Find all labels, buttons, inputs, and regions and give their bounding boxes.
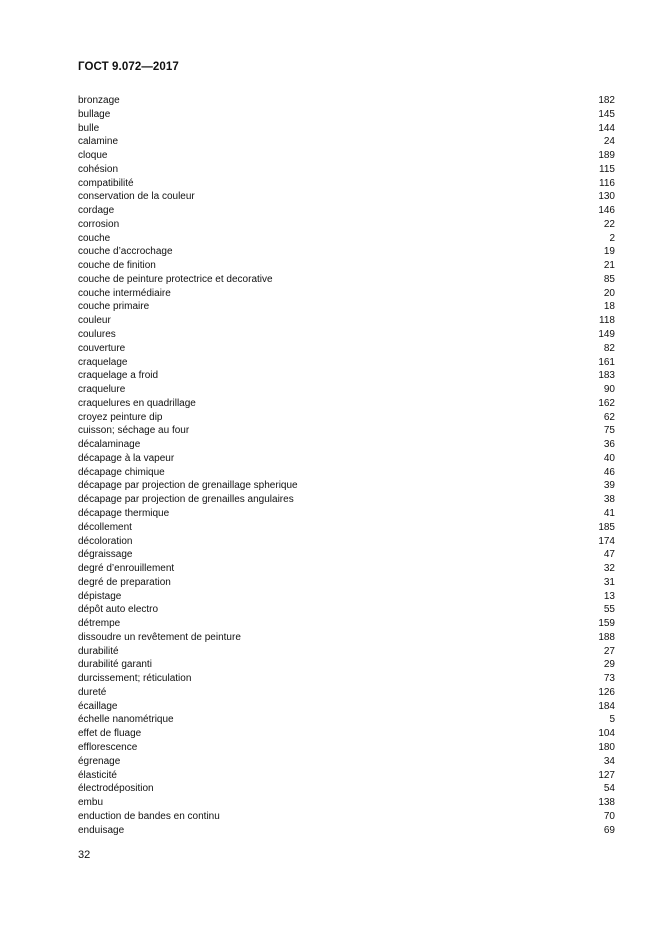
index-number: 36	[603, 439, 615, 451]
index-number: 75	[603, 425, 615, 437]
index-number: 180	[598, 741, 615, 753]
index-entry	[78, 617, 615, 631]
index-entry	[78, 245, 615, 259]
index-number: 188	[598, 631, 615, 643]
index-number: 29	[603, 659, 615, 671]
index-entry	[78, 507, 615, 521]
index-number: 146	[598, 205, 615, 217]
index-entry	[78, 108, 615, 122]
index-number: 183	[598, 370, 615, 382]
index-entry	[78, 727, 615, 741]
index-entry	[78, 700, 615, 714]
index-term: craquelage	[78, 356, 128, 368]
index-term: couleur	[78, 315, 111, 327]
index-entry	[78, 94, 615, 108]
index-entry	[78, 782, 615, 796]
index-term: enduisage	[78, 824, 125, 836]
index-term: enduction de bandes en continu	[78, 810, 220, 822]
index-entry	[78, 259, 615, 273]
index-term: couche de peinture protectrice et decorative	[78, 273, 273, 285]
index-term: dépôt auto electro	[78, 604, 159, 616]
index-term: bronzage	[78, 95, 120, 106]
index-term: craquelure	[78, 384, 126, 396]
index-number: 47	[603, 549, 615, 561]
index-entry	[78, 452, 615, 466]
index-term: dissoudre un revêtement de peinture	[78, 631, 241, 643]
index-number: 127	[598, 769, 615, 781]
index-number: 69	[603, 824, 615, 836]
index-term: détrempe	[78, 618, 121, 630]
index-entry	[78, 562, 615, 576]
index-term: couche de finition	[78, 260, 156, 272]
index-entry	[78, 204, 615, 218]
index-term: compatibilité	[78, 177, 134, 189]
index-term: couche	[78, 232, 111, 244]
index-number: 27	[603, 645, 615, 657]
index-number: 2	[609, 232, 615, 244]
index-term: bulle	[78, 122, 100, 134]
index-term: embu	[78, 797, 104, 809]
index-number: 73	[603, 673, 615, 685]
index-entry	[78, 686, 615, 700]
index-entry	[78, 645, 615, 659]
index-term: couche d’accrochage	[78, 246, 173, 258]
index-term: décapage par projection de grenaillage spherique	[78, 480, 298, 492]
index-entry	[78, 796, 615, 810]
index-number: 85	[603, 273, 615, 285]
index-entry	[78, 548, 615, 562]
index-entry	[78, 631, 615, 645]
index-term: degré d’enrouillement	[78, 563, 175, 575]
index-entry	[78, 535, 615, 549]
index-number: 20	[603, 287, 615, 299]
index-number: 174	[598, 535, 615, 547]
index-term: décapage thermique	[78, 507, 170, 519]
index-term: craquelures en quadrillage	[78, 397, 196, 409]
index-term: décapage chimique	[78, 466, 165, 478]
index-number: 39	[603, 480, 615, 492]
index-entry	[78, 369, 615, 383]
index-term: croyez peinture dip	[78, 411, 163, 423]
index-entry	[78, 810, 615, 824]
index-term: décalaminage	[78, 439, 141, 451]
index-number: 126	[598, 686, 615, 698]
index-term: écaillage	[78, 700, 118, 712]
index-entry	[78, 438, 615, 452]
index-number: 82	[603, 342, 615, 354]
page-number: 32	[78, 849, 91, 861]
index-entry	[78, 287, 615, 301]
index-entry	[78, 356, 615, 370]
index-entry	[78, 342, 615, 356]
index-number: 185	[598, 521, 615, 533]
index-term: échelle nanométrique	[78, 714, 174, 726]
index-term: dureté	[78, 686, 107, 698]
index-entry	[78, 672, 615, 686]
index-term: craquelage a froid	[78, 370, 159, 382]
index-number: 159	[598, 618, 615, 630]
index-number: 162	[598, 397, 615, 409]
index-number: 46	[603, 466, 615, 478]
index-number: 118	[599, 315, 615, 327]
index-entry	[78, 300, 615, 314]
document-header: ГОСТ 9.072—2017	[78, 61, 179, 73]
index-entry	[78, 149, 615, 163]
index-term: égrenage	[78, 755, 121, 767]
index-number: 144	[598, 122, 615, 134]
index-number: 90	[603, 384, 615, 396]
index-number: 13	[603, 590, 615, 602]
index-term: décapage par projection de grenailles angulaires	[78, 494, 294, 506]
index-entry	[78, 741, 615, 755]
index-term: cloque	[78, 150, 108, 162]
index-number: 62	[603, 411, 615, 423]
index-number: 22	[603, 218, 615, 230]
index-term: élasticité	[78, 769, 117, 781]
index-term: couche intermédiaire	[78, 287, 171, 299]
index-number: 38	[603, 494, 615, 506]
index-entry	[78, 328, 615, 342]
index-term: corrosion	[78, 218, 120, 230]
index-entry	[78, 658, 615, 672]
index-entry	[78, 590, 615, 604]
index-entry	[78, 273, 615, 287]
index-number: 189	[598, 150, 615, 162]
index-number: 104	[598, 728, 615, 740]
index-number: 19	[603, 246, 615, 258]
index-entry	[78, 314, 615, 328]
index-term: calamine	[78, 136, 119, 148]
index-number: 130	[598, 191, 615, 203]
index-number: 145	[598, 108, 615, 120]
index-entry	[78, 603, 615, 617]
index-term: degré de preparation	[78, 576, 171, 588]
index-number: 55	[603, 604, 615, 616]
index-number: 184	[598, 700, 615, 712]
index-number: 54	[603, 783, 615, 795]
index-number: 116	[599, 177, 615, 189]
index-entry	[78, 397, 615, 411]
index-list	[78, 94, 615, 837]
index-term: bullage	[78, 108, 111, 120]
index-term: décapage à la vapeur	[78, 452, 175, 464]
index-term: conservation de la couleur	[78, 191, 195, 203]
index-entry	[78, 493, 615, 507]
index-term: dégraissage	[78, 549, 133, 561]
index-entry	[78, 232, 615, 246]
index-entry	[78, 163, 615, 177]
index-term: effet de fluage	[78, 728, 142, 740]
index-entry	[78, 769, 615, 783]
index-entry	[78, 135, 615, 149]
index-entry	[78, 383, 615, 397]
index-entry	[78, 824, 615, 838]
index-number: 24	[603, 136, 615, 148]
index-number: 18	[603, 301, 615, 313]
index-number: 34	[603, 755, 615, 767]
index-number: 40	[603, 452, 615, 464]
index-number: 182	[598, 95, 615, 106]
index-entry	[78, 122, 615, 136]
index-entry	[78, 521, 615, 535]
index-term: durcissement; réticulation	[78, 673, 192, 685]
index-number: 21	[603, 260, 615, 272]
index-number: 5	[609, 714, 615, 726]
index-term: durabilité	[78, 645, 119, 657]
index-term: décollement	[78, 521, 132, 533]
index-number: 32	[603, 563, 615, 575]
index-entry	[78, 411, 615, 425]
index-entry	[78, 424, 615, 438]
index-term: électrodéposition	[78, 783, 154, 795]
index-term: couche primaire	[78, 301, 150, 313]
index-number: 115	[599, 163, 615, 175]
index-term: dépistage	[78, 590, 122, 602]
index-entry	[78, 218, 615, 232]
index-number: 161	[598, 356, 615, 368]
index-entry	[78, 755, 615, 769]
index-number: 31	[603, 576, 615, 588]
index-term: décoloration	[78, 535, 133, 547]
index-entry	[78, 177, 615, 191]
index-number: 70	[603, 810, 615, 822]
index-term: couverture	[78, 342, 126, 354]
index-entry	[78, 190, 615, 204]
index-entry	[78, 479, 615, 493]
index-term: cohésion	[78, 163, 119, 175]
index-entry	[78, 576, 615, 590]
index-entry	[78, 713, 615, 727]
index-term: efflorescence	[78, 741, 138, 753]
index-number: 138	[598, 797, 615, 809]
index-term: coulures	[78, 329, 116, 341]
index-entry	[78, 466, 615, 480]
index-term: cuisson; séchage au four	[78, 425, 190, 437]
index-term: durabilité garanti	[78, 659, 152, 671]
index-term: cordage	[78, 205, 115, 217]
index-number: 149	[598, 329, 615, 341]
index-number: 41	[603, 507, 615, 519]
